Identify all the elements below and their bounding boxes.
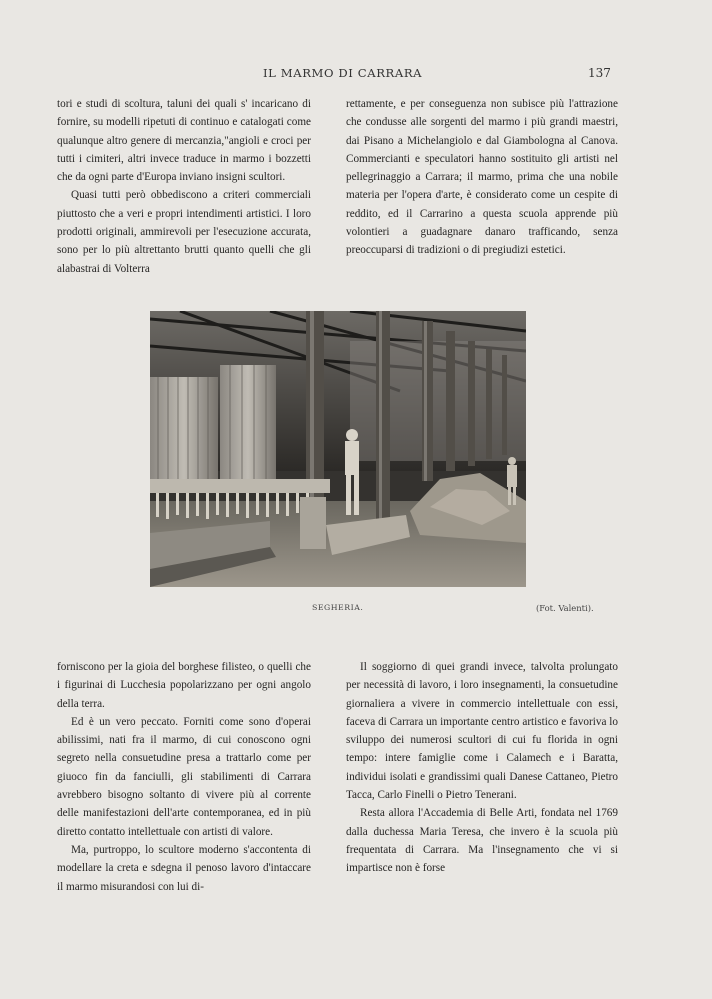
paragraph: Ed è un vero peccato. Forniti come sono d'operai abilissimi, nati fra il marmo, di cui conoscono ogni segreto nella consuetudine presa a trattarlo come per giuoco fin da fanciulli, gli stabilimenti di Carrara avrebbero bisogno soltanto di vivere più al corrente delle manifestazioni dell'arte contemporanea, ed in più diretto contatto intellettuale con artisti di valore. bbox=[57, 715, 311, 838]
paragraph: Quasi tutti però obbediscono a criteri commerciali piuttosto che a veri e propri intendimenti artistici. I loro prodotti originali, ammirevoli per l'esecuzione accurata, sono per lo più altrettanto brutti quanto quelli che gli alabastrai di Volterra bbox=[57, 189, 311, 275]
sawmill-photograph bbox=[150, 311, 526, 587]
paragraph: tori e studi di scoltura, taluni dei quali s' incaricano di fornire, su modelli ripetuti di continuo e catalogati come qualunque altro genere di mercanzia,"angioli e croci per tutti i cimiteri, altri invece traduce in marmo i bozzetti che da ogni parte d'Europa inviano insigni scultori. bbox=[57, 98, 311, 184]
paragraph: rettamente, e per conseguenza non subisce più l'attrazione che condusse alle sorgenti del marmo i più grandi maestri, dai Pisano a Michelangiolo e dal Giambologna al Canova. Commercianti e speculatori hanno sostituito gli artisti nel pellegrinaggio a Carrara; il marmo, prima che una nobile materia per l'opera d'arte, è considerato come un cespite di reddito, ed il Carrarino a questa scuola apprende più volontieri a guadagnare danaro trafficando, senza preoccuparsi di tradizioni o di pregiudizi estetici. bbox=[346, 98, 618, 257]
photo-credit: (Fot. Valenti). bbox=[536, 603, 594, 613]
running-header bbox=[0, 66, 712, 82]
running-title: IL MARMO DI CARRARA bbox=[263, 66, 423, 80]
column-top-left bbox=[57, 95, 311, 278]
sawmill-photo-illustration bbox=[150, 311, 526, 587]
column-bottom-right bbox=[346, 658, 618, 878]
figure-caption: SEGHERIA. bbox=[312, 603, 364, 612]
paragraph: forniscono per la gioia del borghese filisteo, o quelli che i figurinai di Lucchesia popolarizzano per ogni angolo della terra. bbox=[57, 661, 311, 710]
column-bottom-left bbox=[57, 658, 311, 896]
column-top-right bbox=[346, 95, 618, 260]
paragraph: Ma, purtroppo, lo scultore moderno s'accontenta di modellare la creta e sdegna il penoso lavoro d'intaccare il marmo misurandosi con lui di- bbox=[57, 843, 311, 893]
paragraph: Resta allora l'Accademia di Belle Arti, fondata nel 1769 dalla duchessa Maria Teresa, che invero è la scuola più frequentata di Carrara. Ma l'insegnamento che vi si impartisce non è forse bbox=[346, 807, 618, 875]
paragraph: Il soggiorno di quei grandi invece, talvolta prolungato per necessità di lavoro, i loro insegnamenti, la consuetudine giornaliera a vivere in commercio intellettuale con essi, faceva di Carrara un importante centro artistico e favoriva lo sviluppo dei numerosi scultori di cui fu florida in ogni tempo: intere famiglie come i Calamech e i Baratta, individui isolati e grandissimi quali Danese Cattaneo, Pietro Tacca, Carlo Finelli o Pietro Tenerani. bbox=[346, 661, 618, 802]
page-number: 137 bbox=[588, 66, 611, 80]
